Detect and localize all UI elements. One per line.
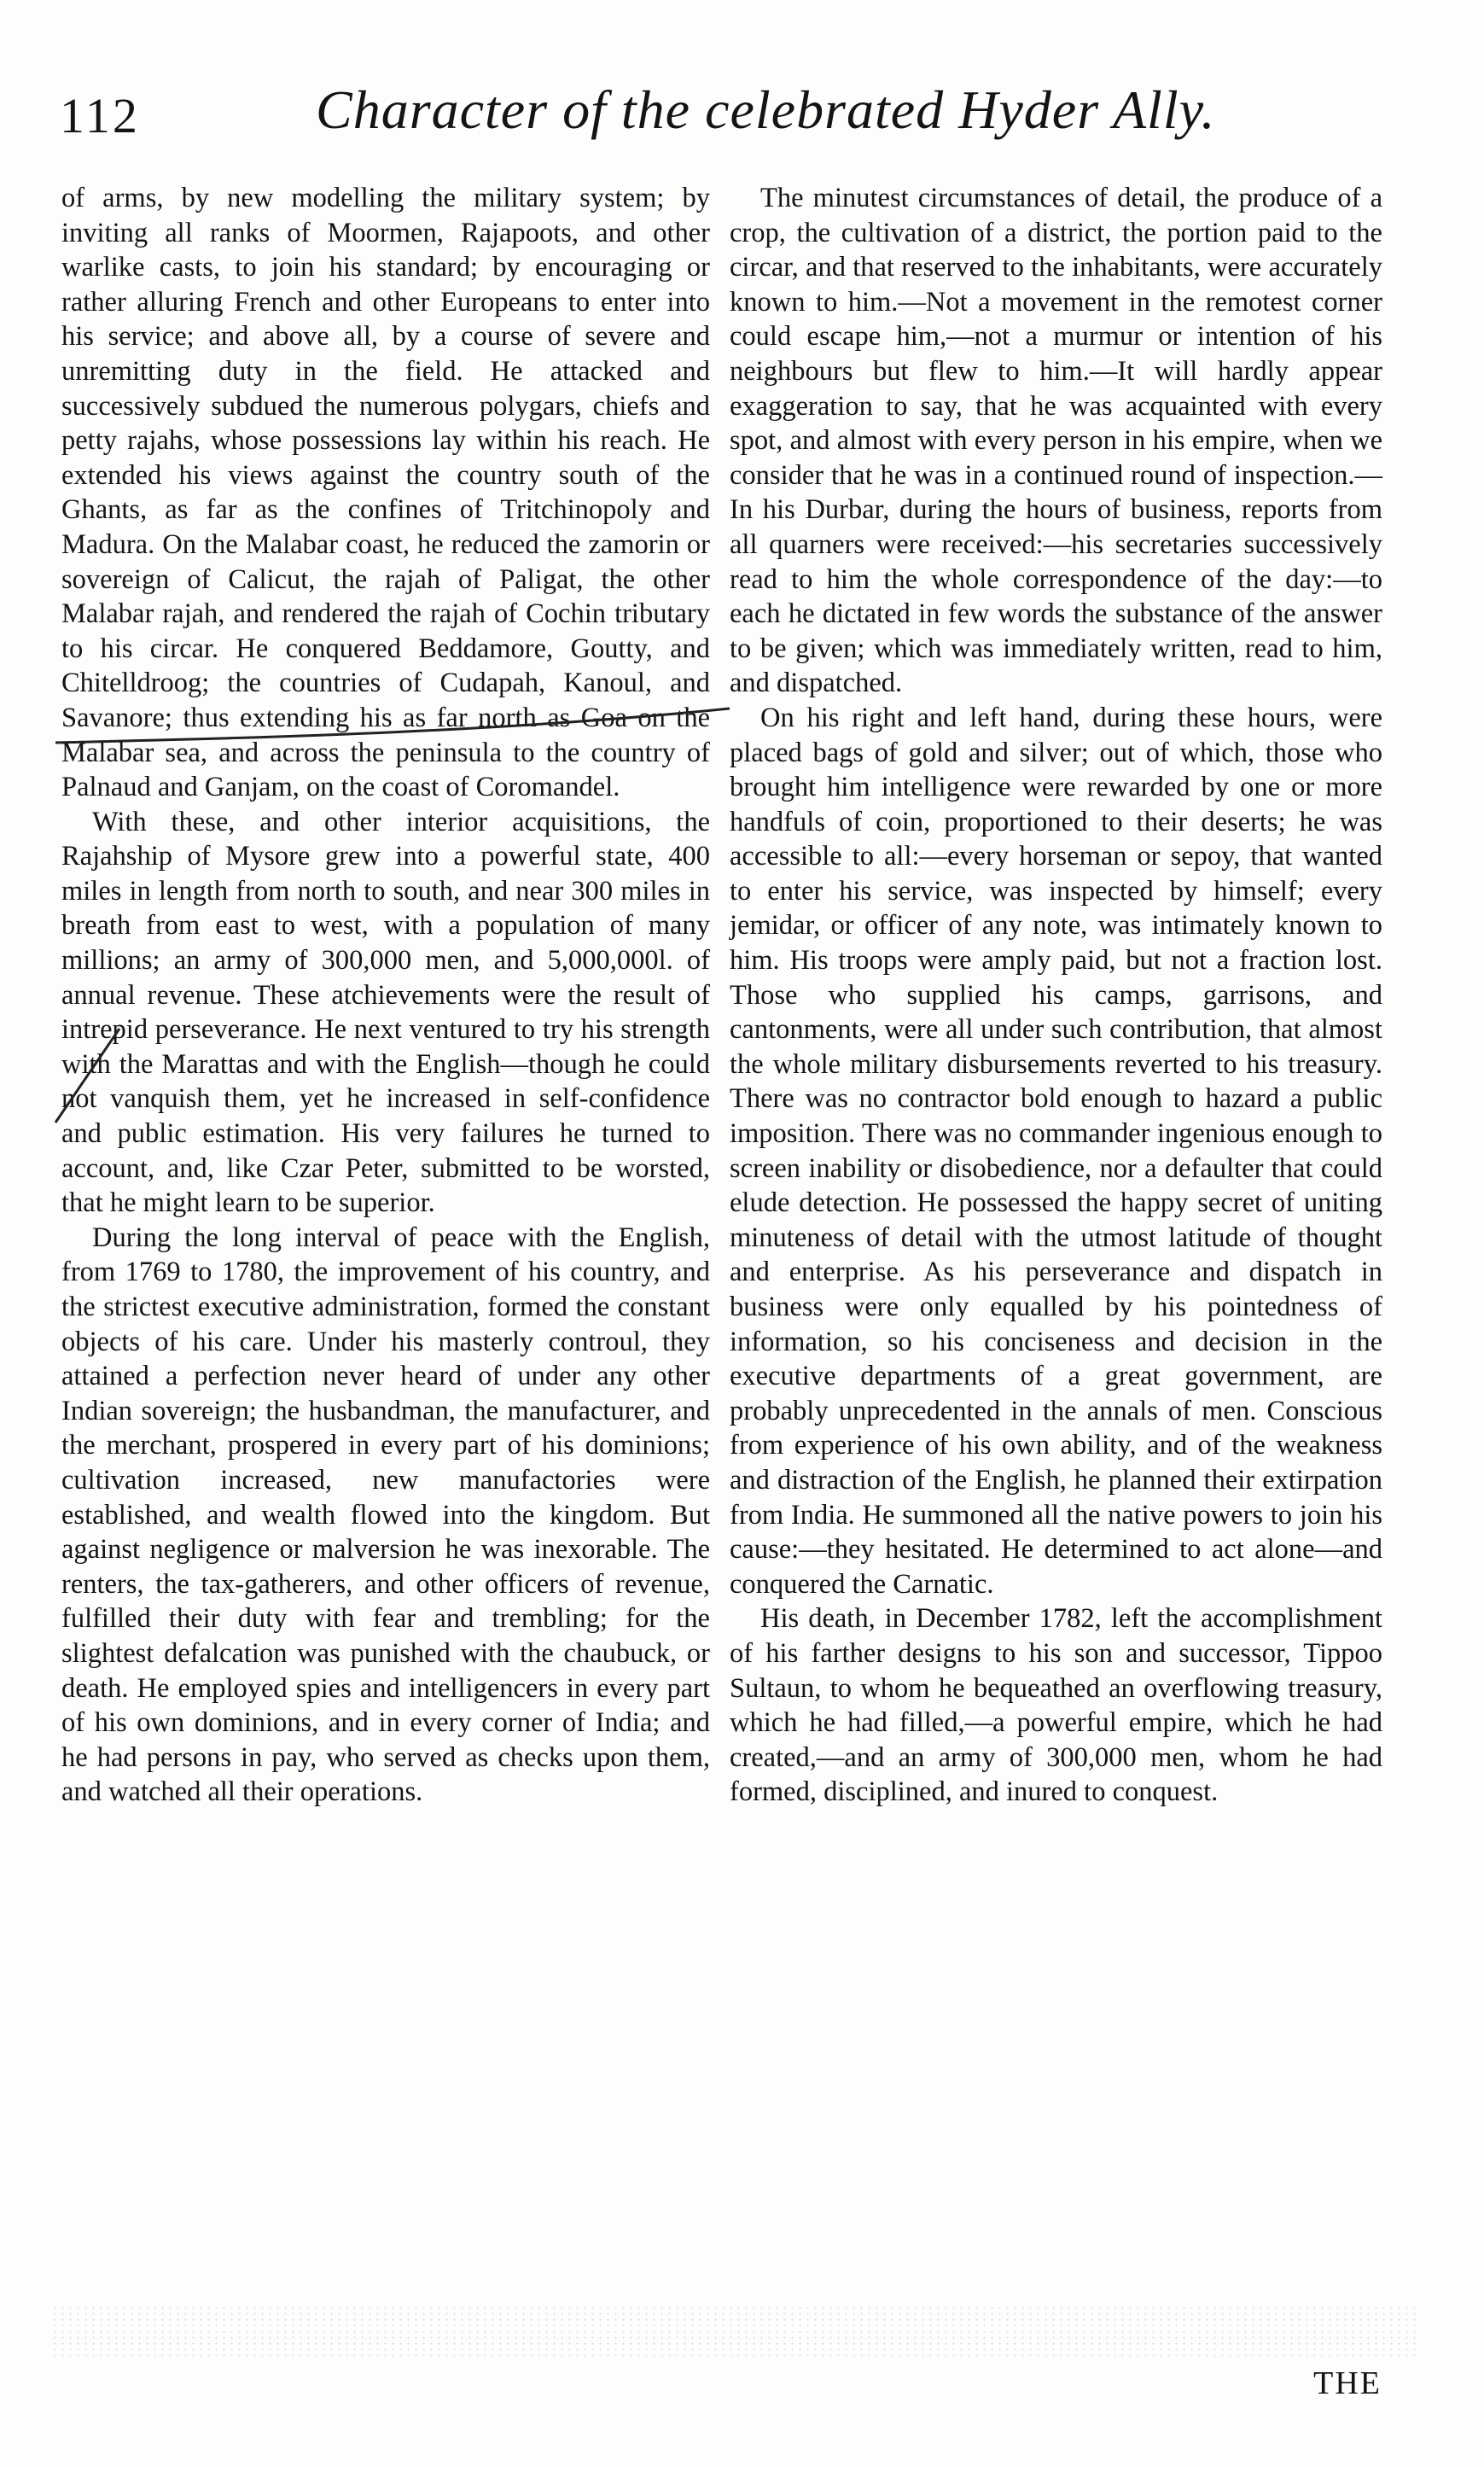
handwritten-strike-mark bbox=[51, 700, 734, 751]
left-paragraph-2: With these, and other interior acquisitions, the Rajahship of Mysore grew into a powerful state, 400 miles in length from north to south, and near 300 miles in breath from east to west, with a population of many millions; an army of 300,000 men, and 5,000,000l. of annual revenue. These atchievements were the result of intrepid perseverance. He next ventured to try his strength with the Marattas and with the English—though he could not vanquish them, yet he increased in self-confidence and public estimation. His very failures he turned to account, and, like Czar Peter, submitted to be worsted, that he might learn to be superior. bbox=[61, 806, 710, 1219]
running-head bbox=[60, 79, 1391, 155]
left-paragraph-3: During the long interval of peace with the English, from 1769 to 1780, the improvement of his country, and the strictest executive administration, formed the constant objects of his care. Under his masterly controul, they attained a perfection never heard of under any other Indian sovereign; the husbandman, the manufacturer, and the merchant, prospered in every part of his dominions; cultivation increased, new manufactories were established, and wealth flowed into the kingdom. But against negligence or malversion he was inexorable. The renters, the tax-gatherers, and other officers of revenue, fulfilled their duty with fear and trembling; for the slightest defalcation was punished with the chaubuck, or death. He employed spies and intelligencers in every part of his own dominions, and in every corner of India; and he had persons in pay, who served as checks upon them, and watched all their operations. bbox=[61, 1222, 710, 1808]
right-column bbox=[730, 181, 1382, 1810]
right-paragraph-1: The minutest circumstances of detail, the produce of a crop, the cultivation of a district, the portion paid to the circar, and that reserved to the inhabitants, were accurately known to him.—Not a movement in the remotest corner could escape him,—not a murmur or intention of his neighbours but flew to him.—It will hardly appear exaggeration to say, that he was acquainted with every spot, and almost with every person in his empire, when we consider that he was in a continued round of inspection.—In his Durbar, during the hours of business, reports from all quarners were received:—his secretaries successively read to him the whole correspondence of the day:—to each he dictated in few words the substance of the answer to be given; which was immediately written, read to him, and dispatched. bbox=[730, 183, 1382, 699]
page-number: 112 bbox=[60, 88, 140, 143]
catchword: THE bbox=[1313, 2365, 1382, 2401]
left-paragraph-1: of arms, by new modelling the military system; by inviting all ranks of Moormen, Rajapoots, and other warlike casts, to join his standard; by encouraging or rather alluring French and other Europeans to enter into his service; and above all, by a course of severe and unremitting duty in the field. He attacked and successively subdued the numerous polygars, chiefs and petty rajahs, whose possessions lay within his reach. He extended his views against the country south of the Ghants, as far as the confines of Tritchinopoly and Madura. On the Malabar coast, he reduced the zamorin or sovereign of Calicut, the rajah of Paligat, the other Malabar rajah, and rendered the rajah of Cochin tributary to his circar. He conquered Beddamore, Goutty, and Chitelldroog; the countries of Cudapah, Kanoul, and Savanore; thus extending his as far north as Goa on the Malabar sea, and across the peninsula to the country of Palnaud and Ganjam, on the coast of Coromandel. bbox=[61, 183, 710, 803]
right-paragraph-2: On his right and left hand, during these hours, were placed bags of gold and silver; out of which, those who brought him intelligence were rewarded by one or more handfuls of coin, proportioned to their deserts; he was accessible to all:—every horseman or sepoy, that wanted to enter his service, was inspected by himself; every jemidar, or officer of any note, was intimately known to him. His troops were amply paid, but not a fraction lost. Those who supplied his camps, garrisons, and cantonments, were all under such contribution, that almost the whole military disbursements reverted to his treasury. There was no contractor bold enough to hazard a public imposition. There was no commander ingenious enough to screen inability or disobedience, nor a defaulter that could elude detection. He possessed the happy secret of uniting minuteness of detail with the utmost latitude of thought and enterprise. As his perseverance and dispatch in business were only equalled by his pointedness of information, so his conciseness and decision in the executive departments of a great government, are probably unprecedented in the annals of men. Conscious from experience of his own ability, and of the weakness and distraction of the English, he planned their extirpation from India. He summoned all the native powers to join his cause:—they hesitated. He determined to act alone—and conquered the Carnatic. bbox=[730, 702, 1382, 1600]
left-column bbox=[61, 181, 710, 1810]
print-speckle-noise bbox=[51, 2305, 1417, 2356]
right-paragraph-3: His death, in December 1782, left the accomplishment of his farther designs to his son and successor, Tippoo Sultaun, to whom he bequeathed an overflowing treasury, which he had filled,—a powerful empire, which he had created,—and an army of 300,000 men, whom he had formed, disciplined, and inured to conquest. bbox=[730, 1603, 1382, 1808]
handwritten-slash-mark bbox=[47, 1024, 124, 1127]
running-title: Character of the celebrated Hyder Ally. bbox=[316, 79, 1216, 140]
